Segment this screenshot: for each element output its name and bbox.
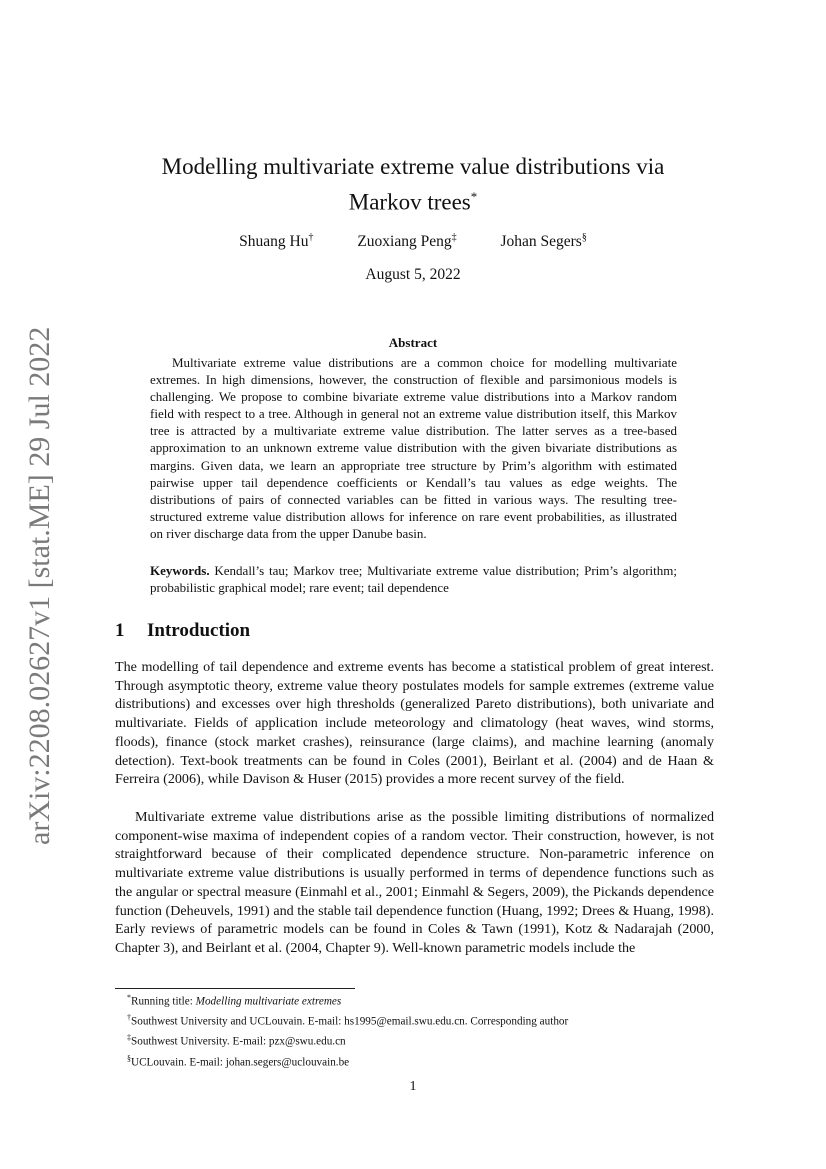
keywords-label: Keywords. (150, 563, 210, 578)
author-1 (239, 232, 313, 251)
footnote-text: Running title: (131, 995, 196, 1008)
title-line-2: Markov trees (348, 189, 471, 215)
abstract-heading: Abstract (388, 335, 438, 350)
page-number: 1 (409, 1079, 417, 1094)
footnote-mark: § (127, 1053, 131, 1063)
footnote-author-1 (115, 1010, 715, 1030)
footnote-author-3 (115, 1051, 715, 1071)
author-name: Johan Segers (500, 233, 582, 251)
footnote-divider (115, 988, 355, 989)
author-2 (357, 232, 456, 251)
footnote-mark: † (127, 1013, 131, 1023)
paper-title (100, 152, 726, 218)
footnote-author-2 (115, 1030, 715, 1050)
author-name: Shuang Hu (239, 233, 309, 251)
author-3 (500, 232, 586, 251)
footnote-text[interactable]: Southwest University. E-mail: pzx@swu.edu.cn (131, 1036, 346, 1049)
abstract-text: Multivariate extreme value distributions are a common choice for modelling multivariate extremes. In high dimensions, however, the construction of flexible and parsimonious models is challenging. We propose to combine bivariate extreme value distributions into a Markov random field with respect to a tree. Although in general not an extreme value distribution itself, this Markov tree is attracted by a multivariate extreme value distribution. The latter serves as a tree-based approximation to an unknown extreme value distribution with the given bivariate distributions as margins. Given data, we learn an appropriate tree structure by Prim’s algorithm with estimated pairwise upper tail dependence coefficients or Kendall’s tau values as edge weights. The distributions of pairs of connected variables can be fitted in various ways. The resulting tree-structured extreme value distribution allows for inference on rare event probabilities, as illustrated on river discharge data from the upper Danube basin. (150, 355, 677, 541)
author-footnote-mark[interactable]: § (581, 232, 587, 243)
section-number: 1 (115, 620, 125, 641)
section-title: Introduction (147, 620, 251, 641)
section-heading-introduction (115, 620, 715, 642)
footnote-mark: * (127, 993, 131, 1002)
footnote-text[interactable]: UCLouvain. E-mail: johan.segers@uclouvain.be (131, 1056, 350, 1069)
arxiv-identifier-stamp[interactable]: arXiv:2208.02627v1 [stat.ME] 29 Jul 2022 (23, 326, 56, 845)
publication-date: August 5, 2022 (365, 266, 461, 283)
title-footnote-mark[interactable]: * (470, 189, 478, 204)
title-line-1: Modelling multivariate extreme value distributions via (161, 154, 665, 179)
author-name: Zuoxiang Peng (357, 233, 452, 251)
keywords (150, 562, 677, 596)
intro-paragraph-1: The modelling of tail dependence and extreme events has become a statistical problem of great interest. Through asymptotic theory, extreme value theory postulates models for sample extremes (extreme value distributions) and excesses over high thresholds (generalized Pareto distributions), both univariate and multivariate. Fields of application include meteorology and climatology (heat waves, wind storms, floods), finance (stock market crashes), reinsurance (large claims), and machine learning (anomaly detection). Text-book treatments can be found in Coles (2001), Beirlant et al. (2004) and de Haan & Ferreira (2006), while Davison & Huser (2015) provides a more recent survey of the field. (115, 659, 714, 788)
intro-paragraph-2: Multivariate extreme value distributions arise as the possible limiting distributions of normalized component-wise maxima of independent copies of a random vector. Their construction, however, is not straightforward because of their complicated dependence structure. Non-parametric inference on multivariate extreme value distributions is usually performed in terms of dependence functions such as the angular or spectral measure (Einmahl et al., 2001; Einmahl & Segers, 2009), the Pickands dependence function (Deheuvels, 1991) and the stable tail dependence function (Huang, 1992; Drees & Huang, 1998). Early reviews of parametric models can be found in Coles & Tawn (1991), Kotz & Nadarajah (2000, Chapter 3), and Beirlant et al. (2004, Chapter 9). Well-known parametric models include the (115, 809, 714, 956)
footnote-text[interactable]: Southwest University and UCLouvain. E-mail: hs1995@email.swu.edu.cn. Corresponding author (131, 1015, 569, 1028)
footnote-emphasis: Modelling multivariate extremes (195, 995, 342, 1008)
author-footnote-mark[interactable]: ‡ (451, 232, 457, 243)
keywords-text: Kendall’s tau; Markov tree; Multivariate extreme value distribution; Prim’s algorithm; probabilistic graphical model; rare event; tail dependence (150, 563, 678, 596)
footnote-running-title (115, 990, 715, 1010)
author-footnote-mark[interactable]: † (308, 232, 314, 243)
author-list (100, 232, 726, 251)
footnote-mark: ‡ (127, 1033, 131, 1043)
footnotes (115, 990, 715, 1071)
